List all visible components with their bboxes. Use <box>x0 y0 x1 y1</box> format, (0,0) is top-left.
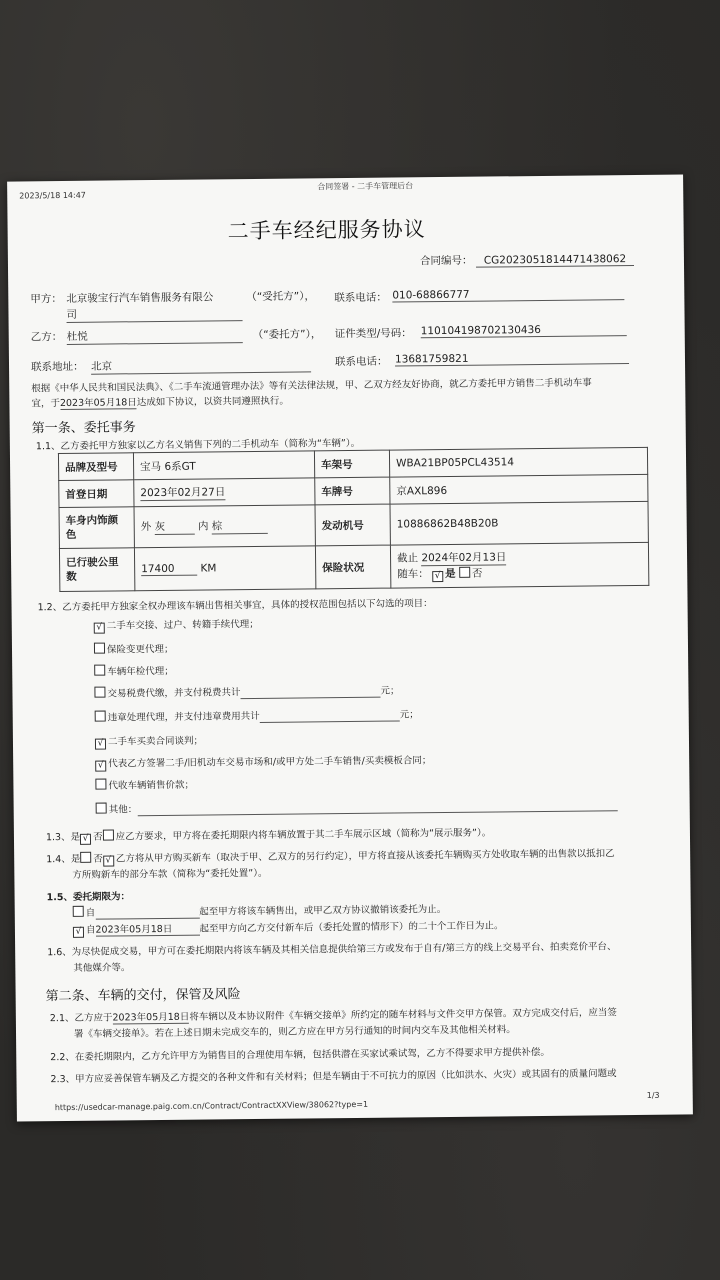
table-row <box>59 501 648 548</box>
vehicle-info-table <box>58 447 649 592</box>
party-b-name: 杜悦 <box>67 327 243 345</box>
color-label: 车身内饰颜色 <box>59 507 134 549</box>
preamble-post: 达成如下协议，以资共同遵照执行。 <box>136 395 289 409</box>
party-a-phone: 010-68866777 <box>392 287 624 302</box>
footer-url: https://usedcar-manage.paig.com.cn/Contract/ContractXXView/38062?type=1 <box>54 1099 369 1113</box>
item-checkbox[interactable] <box>94 643 105 654</box>
party-b-id-label: 证件类型/号码： <box>334 327 412 341</box>
term-option-2-checkbox[interactable]: √ <box>73 927 84 938</box>
clause-1-6-line2: 其他媒介等。 <box>73 962 131 974</box>
term-option-1-pre: 自 <box>85 907 96 919</box>
authorization-item <box>94 663 174 678</box>
clause-1-3 <box>46 825 491 846</box>
clause-2-1-pre: 2.1、乙方应于 <box>49 1012 113 1025</box>
contract-no-row <box>420 251 634 268</box>
party-b-addr: 北京 <box>91 356 311 374</box>
section-1-title: 第一条、委托事务 <box>31 420 136 437</box>
party-b-id: 110104198702130436 <box>421 323 627 338</box>
engine-label: 发动机号 <box>315 504 390 546</box>
item-text: 二手车交接、过户、转籍手续代理； <box>106 618 259 632</box>
item-checkbox[interactable]: √ <box>94 623 105 634</box>
item-checkbox[interactable]: √ <box>95 761 106 772</box>
item-checkbox[interactable] <box>94 687 105 698</box>
party-b-phone-label: 联系电话： <box>334 355 388 369</box>
with-car-row <box>397 564 642 583</box>
print-page-title: 合同签署 - 二手车管理后台 <box>317 181 414 192</box>
clause-1-1: 1.1、乙方委托甲方独家以乙方名义销售下列的二手机动车（简称为“车辆”）。 <box>35 437 361 453</box>
item-text: 保险变更代理； <box>106 643 174 656</box>
item-text: 其他： <box>108 804 138 816</box>
plate-label: 车牌号 <box>315 477 390 505</box>
party-b-addr-label: 联系地址： <box>30 360 84 374</box>
item-text: 违章处理代理，并支付违章费用共计 <box>107 710 260 724</box>
term-option-1 <box>73 901 447 920</box>
print-datetime: 2023/5/18 14:47 <box>19 190 86 201</box>
mileage-label: 已行驶公里数 <box>59 548 134 592</box>
item-checkbox[interactable] <box>94 665 105 676</box>
contract-no-label: 合同编号： <box>419 254 473 268</box>
item-text: 二手车买卖合同谈判； <box>107 735 204 748</box>
clause-1-3-num: 1.3、 <box>45 831 71 844</box>
mileage-unit: KM <box>200 561 217 575</box>
brand-value: 宝马 6系GT <box>133 451 314 480</box>
item-text: 代收车辆销售价款； <box>108 779 195 792</box>
party-a-name-line1: 北京骏宝行汽车销售服务有限公 <box>66 291 214 305</box>
term-option-2 <box>73 917 504 938</box>
engine-value: 10886862B48B20B <box>390 501 648 545</box>
clause-2-1-line2: 署《车辆交接单》。若在上述日期未完成交车的，则乙方应在甲方另行通知的时间内交车及其他相关材料。 <box>73 1024 516 1040</box>
clause-1-2: 1.2、乙方委托甲方独家全权办理该车辆出售相关事宜，具体的授权范围包括以下勾选的项目： <box>37 598 433 614</box>
with-car-no-checkbox[interactable] <box>459 567 470 578</box>
table-row <box>59 542 648 591</box>
preamble-line1: 根据《中华人民共和国民法典》、《二手车流通管理办法》等有关法律法规，甲、乙双方经友好协商，就乙方委托甲方销售二手机动车事 <box>31 377 592 395</box>
party-b-role: （“委托方”）， <box>252 328 322 342</box>
vin-label: 车架号 <box>314 450 389 478</box>
item-checkbox[interactable] <box>95 779 106 790</box>
authorization-item <box>96 796 618 816</box>
clause-1-3-yes-label: 是 <box>70 831 81 843</box>
clause-1-4-yes-checkbox[interactable] <box>80 852 91 863</box>
insurance-until-label: 截止 <box>397 552 419 565</box>
clause-1-3-text: 应乙方要求，甲方将在委托期限内将车辆放置于其二手车展示区域（简称为“展示服务”）。 <box>115 827 492 843</box>
term-option-2-post: 起至甲方向乙方交付新车后（委托处置的情形下）的二十个工作日为止。 <box>199 920 504 935</box>
with-car-yes-checkbox[interactable]: √ <box>432 571 443 582</box>
reg-date-value: 2023年02月27日 <box>140 486 226 500</box>
clause-1-3-yes-checkbox[interactable]: √ <box>80 834 91 845</box>
authorization-item <box>95 752 431 772</box>
authorization-item <box>94 641 174 656</box>
party-b-phone: 13681759821 <box>395 351 629 366</box>
item-checkbox[interactable]: √ <box>95 739 106 750</box>
insurance-until-date: 2024年02月13日 <box>421 551 507 565</box>
clause-1-4-no-checkbox[interactable]: √ <box>103 855 114 866</box>
clause-2-2: 2.2、在委托期限内，乙方允许甲方为销售目的合理使用车辆，包括供潜在买家试乘试驾，乙方不得要求甲方提供补偿。 <box>50 1046 550 1064</box>
brand-label: 品牌及型号 <box>58 453 133 481</box>
term-option-2-date: 2023年05月18日 <box>95 921 199 937</box>
clause-1-4 <box>46 845 615 867</box>
mileage-value: 17400 <box>141 562 197 576</box>
footer-page-number: 1/3 <box>646 1090 660 1100</box>
clause-1-4-yes-label: 是 <box>70 853 81 865</box>
authorization-item <box>95 733 203 750</box>
preamble-date: 2023年05月18日 <box>60 394 137 410</box>
clause-2-1-date: 2023年05月18日 <box>112 1009 189 1025</box>
item-tail: 元； <box>399 709 419 721</box>
party-a-phone-label: 联系电话： <box>334 291 387 305</box>
clause-1-6-line1: 1.6、为尽快促成交易，甲方可在委托期限内将该车辆及其相关信息提供给第三方或发布于自有/第三方的线上交易平台、拍卖竞价平台、 <box>47 941 617 959</box>
reg-date-label: 首登日期 <box>59 480 134 508</box>
term-option-2-pre: 自 <box>85 924 96 936</box>
authorization-item <box>95 777 194 792</box>
with-car-label: 随车： <box>397 568 429 581</box>
vin-value: WBA21BP05PCL43514 <box>389 447 647 477</box>
term-option-1-date[interactable] <box>95 907 199 920</box>
party-b-label: 乙方： <box>30 330 63 344</box>
authorization-item <box>95 706 419 724</box>
contract-paper <box>7 174 693 1121</box>
mileage-cell <box>134 546 315 591</box>
insurance-cell <box>390 542 648 588</box>
item-text: 代表乙方签署二手/旧机动车交易市场和/或甲方处二手车销售/买卖模板合同； <box>108 755 432 770</box>
ext-label: 外 <box>140 521 152 534</box>
authorization-item <box>94 616 259 634</box>
party-a-name-line2: 司 <box>66 305 242 323</box>
party-a-role: （“受托方”）， <box>246 290 316 304</box>
item-checkbox[interactable] <box>95 711 106 722</box>
term-option-1-post: 起至甲方将该车辆售出，或甲乙双方协议撤销该委托为止。 <box>199 904 447 918</box>
clause-1-3-no-label: 否 <box>93 831 103 843</box>
int-color: 棕 <box>212 518 268 535</box>
clause-1-4-num: 1.4、 <box>46 853 71 866</box>
reg-date-cell <box>134 478 315 507</box>
ext-color: 灰 <box>154 519 194 535</box>
term-option-1-checkbox[interactable] <box>73 906 84 917</box>
clause-2-1-line1 <box>50 1004 617 1025</box>
preamble-line2 <box>31 393 289 411</box>
with-car-no-label: 否 <box>471 567 483 580</box>
plate-value: 京AXL896 <box>390 474 648 504</box>
item-checkbox[interactable] <box>96 803 107 814</box>
section-2-title: 第二条、车辆的交付，保管及风险 <box>45 987 241 1005</box>
clause-1-4-text2: 方所购新车的部分车款（简称为“委托处置”）。 <box>72 867 268 881</box>
violation-amount-blank[interactable] <box>260 709 400 722</box>
clause-1-5-title: 1.5、委托期限为： <box>46 891 130 904</box>
document-title: 二手车经纪服务协议 <box>227 217 426 244</box>
item-tail: 元； <box>380 685 400 697</box>
item-text: 车辆年检代理； <box>107 665 174 678</box>
clause-1-4-text1: 乙方将从甲方购买新车（取决于甲、乙双方的另行约定），甲方将直接从该委托车辆购买方处收取车辆的出售款以抵扣乙 <box>115 848 615 865</box>
preamble-pre: 宜，于 <box>31 398 60 410</box>
with-car-yes-label: 是 <box>445 567 456 580</box>
item-text: 交易税费代缴，并支付税费共计 <box>107 687 241 700</box>
other-blank[interactable] <box>137 799 617 816</box>
clause-1-4-no-label: 否 <box>93 853 103 865</box>
color-cell <box>134 505 315 548</box>
int-label: 内 <box>197 520 209 533</box>
party-a-label: 甲方： <box>30 292 62 306</box>
authorization-item <box>94 682 399 700</box>
clause-2-1-post: 将车辆以及本协议附件《车辆交接单》所约定的随车材料与文件交甲方保管。双方完成交付后，应当签 <box>189 1007 617 1023</box>
tax-amount-blank[interactable] <box>240 686 380 699</box>
clause-1-3-no-checkbox[interactable] <box>103 829 114 840</box>
clause-2-3: 2.3、甲方应妥善保管车辆及乙方提交的各种文件和有关材料；但是车辆由于不可抗力的原因（比如洪水、火灾）或其固有的质量问题或 <box>50 1068 617 1086</box>
contract-no-value: CG2023051814471438062 <box>476 253 635 268</box>
insurance-label: 保险状况 <box>315 545 390 589</box>
